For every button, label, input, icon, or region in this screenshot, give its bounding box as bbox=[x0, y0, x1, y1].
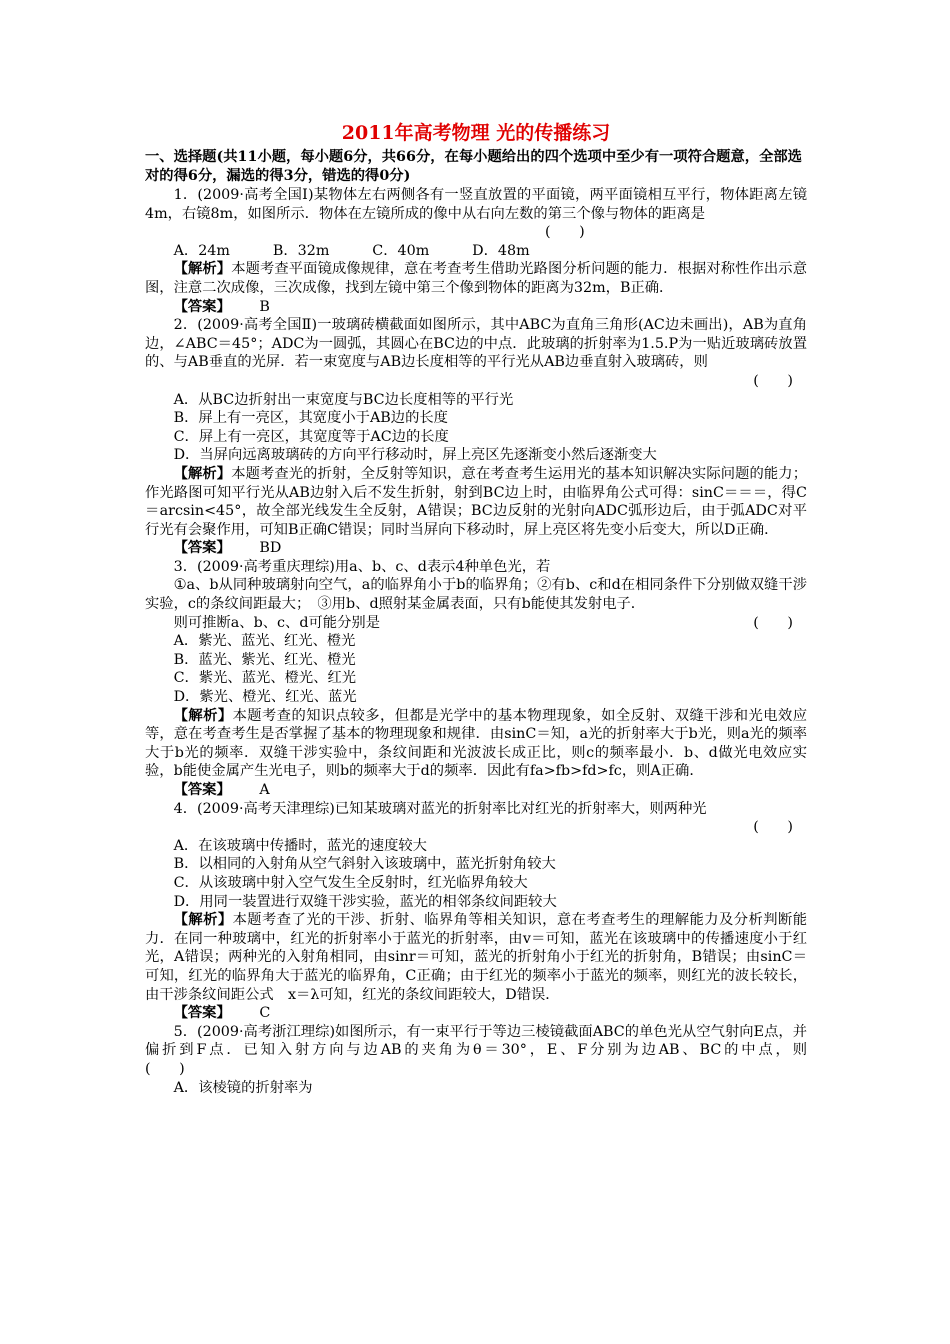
question-1-options: A．24m B．32m C．40m D．48m bbox=[173, 242, 530, 259]
question-4-option-d: D．用同一装置进行双缝干涉实验，蓝光的相邻条纹间距较大 bbox=[173, 893, 557, 910]
question-2-stem: 2．(2009·高考全国Ⅱ)一玻璃砖横截面如图所示，其中ABC为直角三角形(AC边未画出)，AB为直角边，∠ABC＝45°；ADC为一圆弧，其圆心在BC边的中点．此玻璃的折射率为1.5.P为一贴近玻璃砖放置的、与AB垂直的光屏．若一束宽度与AB边长度相等的平行光从AB边垂直射入玻璃砖，则 bbox=[145, 317, 807, 371]
document-page bbox=[145, 120, 807, 1097]
question-3-option-a: A．紫光、蓝光、红光、橙光 bbox=[173, 633, 356, 650]
question-3-analysis bbox=[145, 707, 807, 781]
question-2-paren: ( ) bbox=[753, 372, 793, 389]
question-3-prompt: 则可推断a、b、c、d可能分别是 bbox=[173, 614, 380, 631]
question-5-stem bbox=[145, 1023, 807, 1079]
analysis-text: 本题考查的知识点较多，但都是光学中的基本物理现象，如全反射、双缝干涉和光电效应等，意在考查考生是否掌握了基本的物理现象和规律．由sinC＝知，a光的折射率大于b光，则a光的频率大于b光的频率．双缝干涉实验中，条纹间距和光波波长成正比，则c的频率最小．b、d做光电效应实验，b能使金属产生光电子，则b的频率大于d的频率．因此有fa>fb>fd>fc，则A正确． bbox=[145, 707, 808, 780]
analysis-tag: 【解析】 bbox=[173, 465, 232, 482]
answer-tag: 【答案】 bbox=[173, 782, 231, 798]
question-2-option-d: D．当屏向远离玻璃砖的方向平行移动时，屏上亮区先逐渐变小然后逐渐变大 bbox=[173, 447, 657, 464]
question-2-answer bbox=[145, 539, 807, 558]
question-2-option-b: B．屏上有一亮区，其宽度小于AB边的长度 bbox=[173, 410, 448, 427]
answer-tag: 【答案】 bbox=[173, 298, 231, 315]
answer-tag: 【答案】 bbox=[173, 1005, 231, 1022]
question-4-option-a: A．在该玻璃中传播时，蓝光的速度较大 bbox=[173, 837, 427, 854]
question-2-option-c: C．屏上有一亮区，其宽度等于AC边的长度 bbox=[173, 428, 449, 445]
question-1-paren: ( ) bbox=[545, 224, 585, 241]
question-4-option-b: B．以相同的入射角从空气斜射入该玻璃中，蓝光折射角较大 bbox=[173, 856, 556, 873]
answer-value: B bbox=[259, 298, 270, 315]
question-2-analysis bbox=[145, 465, 807, 539]
answer-value: BD bbox=[259, 540, 282, 557]
question-1-stem: 1．(2009·高考全国Ⅰ)某物体左右两侧各有一竖直放置的平面镜，两平面镜相互平行，物体距离左镜4m，右镜8m，如图所示．物体在左镜所成的像中从右向左数的第三个像与物体的距离是 bbox=[145, 187, 807, 222]
analysis-tag: 【解析】 bbox=[173, 261, 232, 278]
question-5-stem-text: 5．(2009·高考浙江理综)如图所示，有一束平行于等边三棱镜截面ABC的单色光从空气射向E点，并偏折到F点．已知入射方向与边AB的夹角为θ＝30°，E、F分别为边AB、BC的中点，则 bbox=[145, 1023, 808, 1059]
question-3-stem: 3．(2009·高考重庆理综)用a、b、c、d表示4种单色光，若 bbox=[173, 558, 551, 575]
question-1-analysis bbox=[145, 260, 807, 297]
analysis-text: 本题考查了光的干涉、折射、临界角等相关知识，意在考查考生的理解能力及分析判断能力．在同一种玻璃中，红光的折射率小于蓝光的折射率，由v＝可知，蓝光在该玻璃中的传播速度小于红光，A错误；两种光的入射角相同，由sinr＝可知，蓝光的折射角小于红光的折射角，B错误；由sinC＝可知，红光的临界角大于蓝光的临界角，C正确；由于红光的频率小于蓝光的频率，则红光的波长较长，由干涉条纹间距公式 x＝λ可知，红光的条纹间距较大，D错误． bbox=[145, 912, 808, 1003]
question-4-answer bbox=[145, 1004, 807, 1023]
answer-value: C bbox=[259, 1005, 271, 1022]
question-4-option-c: C．从该玻璃中射入空气发生全反射时，红光临界角较大 bbox=[173, 874, 528, 891]
analysis-tag: 【解析】 bbox=[173, 707, 233, 724]
page-title: 2011年高考物理 光的传播练习 bbox=[341, 122, 611, 144]
question-3-option-b: B．蓝光、紫光、红光、橙光 bbox=[173, 651, 356, 668]
question-3-option-d: D．紫光、橙光、红光、蓝光 bbox=[173, 689, 357, 706]
analysis-text: 本题考查平面镜成像规律，意在考查考生借助光路图分析问题的能力．根据对称性作出示意图，注意二次成像，三次成像，找到左镜中第三个像到物体的距离为32m，B正确． bbox=[145, 261, 807, 296]
question-2-option-a: A．从BC边折射出一束宽度与BC边长度相等的平行光 bbox=[173, 391, 514, 408]
question-5-paren: ( ) bbox=[145, 1060, 185, 1077]
section-header: 一、选择题(共11小题，每小题6分，共66分，在每小题给出的四个选项中至少有一项符合题意，全部选对的得6分，漏选的得3分，错选的得0分) bbox=[145, 149, 802, 184]
answer-value: A bbox=[259, 782, 270, 798]
question-1-answer bbox=[145, 298, 807, 317]
question-3-option-c: C．紫光、蓝光、橙光、红光 bbox=[173, 670, 357, 687]
question-5-option-a: A．该棱镜的折射率为 bbox=[173, 1079, 313, 1096]
answer-tag: 【答案】 bbox=[173, 540, 231, 557]
question-3-paren: ( ) bbox=[753, 614, 793, 631]
question-4-analysis bbox=[145, 911, 807, 1004]
question-4-stem: 4．(2009·高考天津理综)已知某玻璃对蓝光的折射率比对红光的折射率大，则两种光 bbox=[173, 800, 707, 817]
analysis-tag: 【解析】 bbox=[173, 912, 233, 929]
question-4-paren: ( ) bbox=[753, 819, 793, 836]
question-3-conditions: ①a、b从同种玻璃射向空气，a的临界角小于b的临界角；②有b、c和d在相同条件下分别做双缝干涉实验，c的条纹间距最大； ③用b、d照射某金属表面，只有b能使其发射电子． bbox=[145, 577, 807, 613]
question-3-answer bbox=[145, 781, 807, 800]
analysis-text: 本题考查光的折射，全反射等知识，意在考查考生运用光的基本知识解决实际问题的能力；作光路图可知平行光从AB边射入后不发生折射，射到BC边上时，由临界角公式可得：sinC＝＝＝，得C＝arcsin<45°，故全部光线发生全反射，A错误；BC边反射的光射向ADC弧形边后，由于弧ADC对平行光有会聚作用，可知B正确C错误；同时当屏向下移动时，屏上亮区将先变小后变大，所以D正确． bbox=[145, 465, 807, 538]
